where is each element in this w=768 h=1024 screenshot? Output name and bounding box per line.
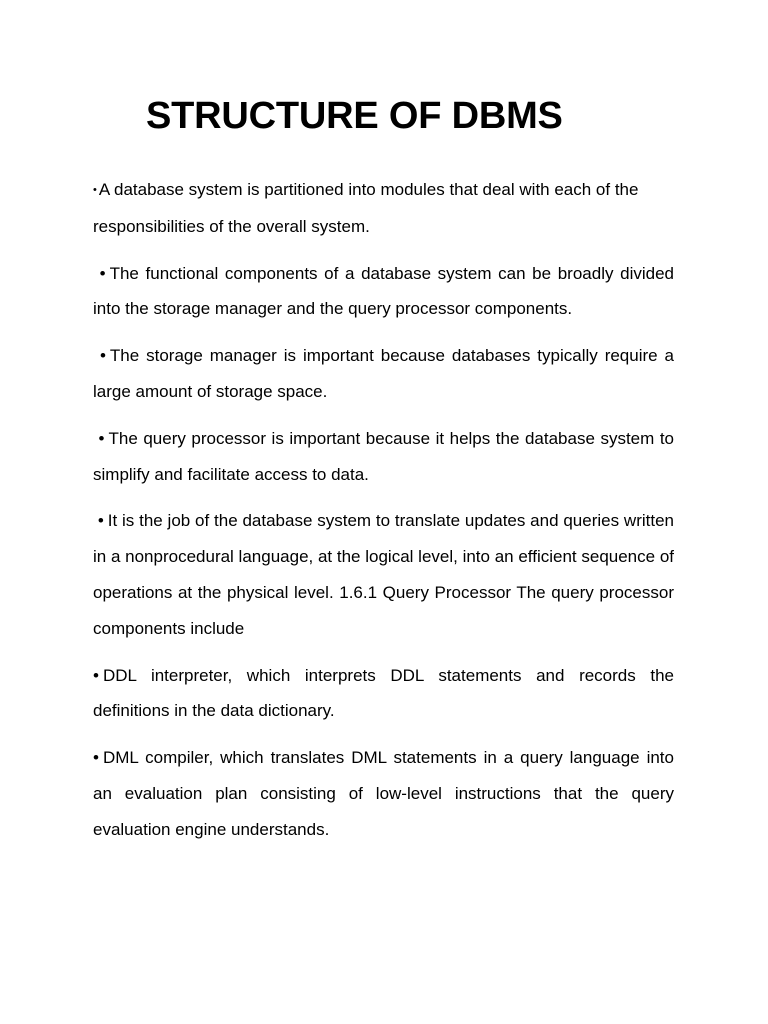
paragraph-text: It is the job of the database system to translate updates and queries written in a nonprocedural language, at the logical level, into an efficient sequence of operations at the physical level. 1.6.1 Query Processor The query processor components include — [93, 511, 674, 638]
bullet-icon: • — [93, 665, 99, 685]
bullet-icon: • — [99, 263, 106, 283]
paragraph-5 — [93, 503, 674, 646]
bullet-icon: • — [93, 748, 99, 768]
paragraph-7 — [93, 740, 674, 847]
paragraph-text: A database system is partitioned into modules that deal with each of the responsibilities of the overall system. — [93, 180, 639, 236]
paragraph-text: The functional components of a database system can be broadly divided into the storage manager and the query processor components. — [93, 263, 674, 319]
paragraph-text: The storage manager is important because databases typically require a large amount of storage space. — [93, 346, 674, 401]
bullet-icon: • — [93, 184, 97, 196]
bullet-icon: • — [98, 428, 105, 448]
paragraph-3 — [93, 338, 674, 410]
paragraph-2 — [93, 256, 674, 328]
bullet-icon: • — [99, 346, 106, 366]
paragraph-text: DDL interpreter, which interprets DDL statements and records the definitions in the data dictionary. — [93, 665, 674, 721]
paragraph-6 — [93, 658, 674, 730]
bullet-icon: • — [97, 511, 104, 531]
paragraph-text: The query processor is important because it helps the database system to simplify and facilitate access to data. — [93, 428, 674, 484]
paragraph-text: DML compiler, which translates DML statements in a query language into an evaluation plan consisting of low-level instructions that the query evaluation engine understands. — [93, 748, 674, 839]
document-body — [93, 172, 674, 859]
paragraph-4 — [93, 421, 674, 493]
paragraph-1 — [93, 172, 674, 245]
page-title: STRUCTURE OF DBMS — [146, 95, 563, 137]
